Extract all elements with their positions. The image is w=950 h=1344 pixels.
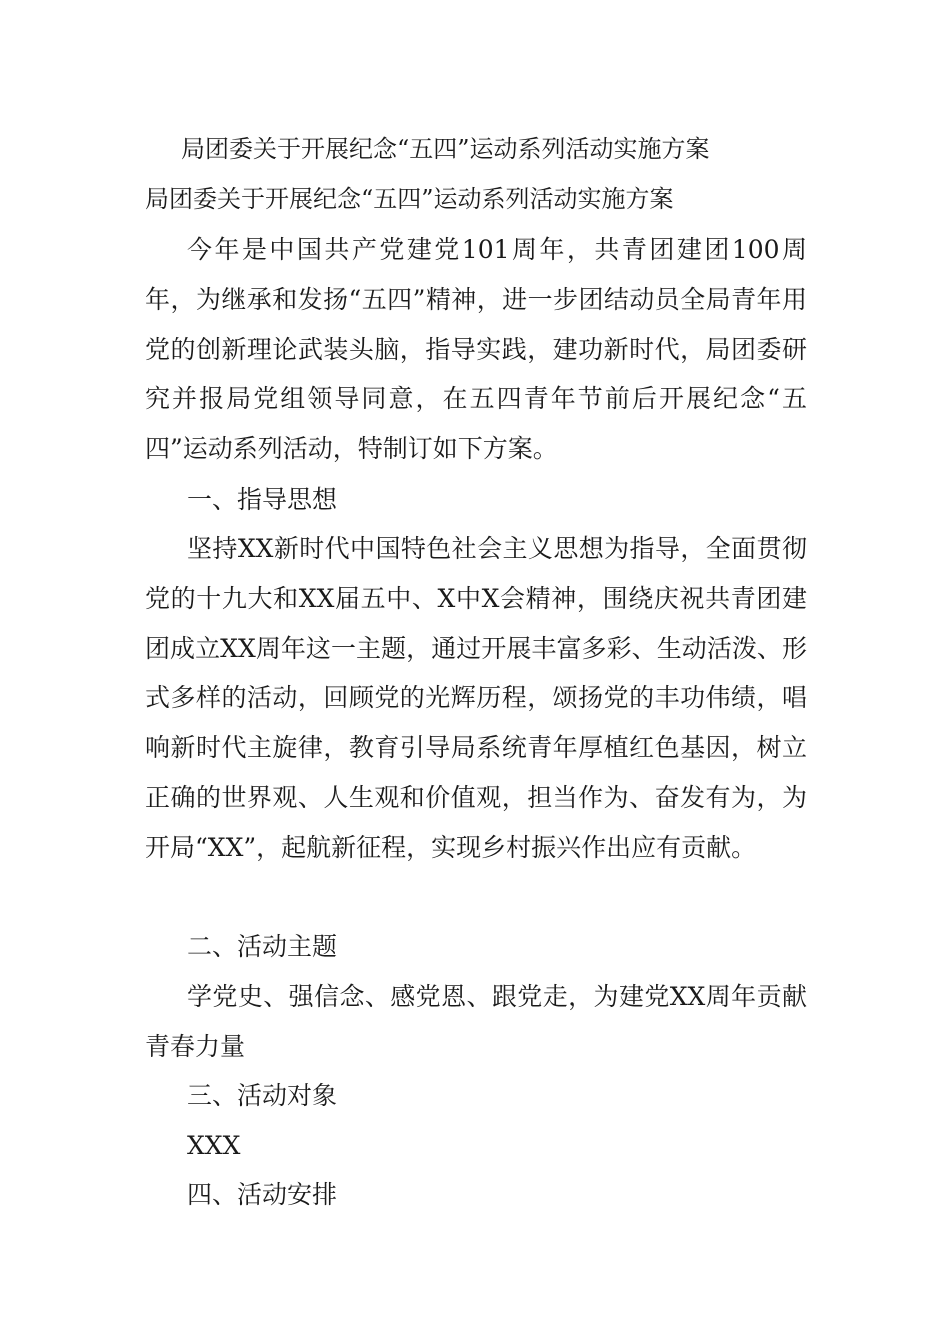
section-heading-activity-theme: 二、活动主题 xyxy=(187,932,338,961)
section-heading-activity-target: 三、活动对象 xyxy=(187,1081,338,1110)
section-body-guiding-ideology: 坚持XX新时代中国特色社会主义思想为指导，全面贯彻党的十九大和XX届五中、X中X会精神，围绕庆祝共青团建团成立XX周年这一主题，通过开展丰富多彩、生动活泼、形式多样的活动，回顾党的光辉历程，颂扬党的丰功伟绩，唱响新时代主旋律，教育引导局系统青年厚植红色基因，树立正确的世界观、人生观和价值观，担当作为、奋发有为，为开局“XX”，起航新征程，实现乡村振兴作出应有贡献。 xyxy=(145,534,807,862)
section-heading-guiding-ideology: 一、指导思想 xyxy=(187,485,338,514)
document-subtitle: 局团委关于开展纪念“五四”运动系列活动实施方案 xyxy=(145,185,674,213)
document-title: 局团委关于开展纪念“五四”运动系列活动实施方案 xyxy=(181,135,710,163)
intro-paragraph: 今年是中国共产党建党101周年，共青团建团100周年，为继承和发扬“五四”精神，进一步团结动员全局青年用党的创新理论武装头脑，指导实践，建功新时代，局团委研究并报局党组领导同意，在五四青年节前后开展纪念“五四”运动系列活动，特制订如下方案。 xyxy=(145,235,807,464)
section-heading-activity-arrangement: 四、活动安排 xyxy=(187,1180,338,1209)
section-body-activity-target: XXX xyxy=(187,1131,241,1160)
section-body-activity-theme: 学党史、强信念、感党恩、跟党走，为建党XX周年贡献青春力量 xyxy=(145,982,807,1061)
